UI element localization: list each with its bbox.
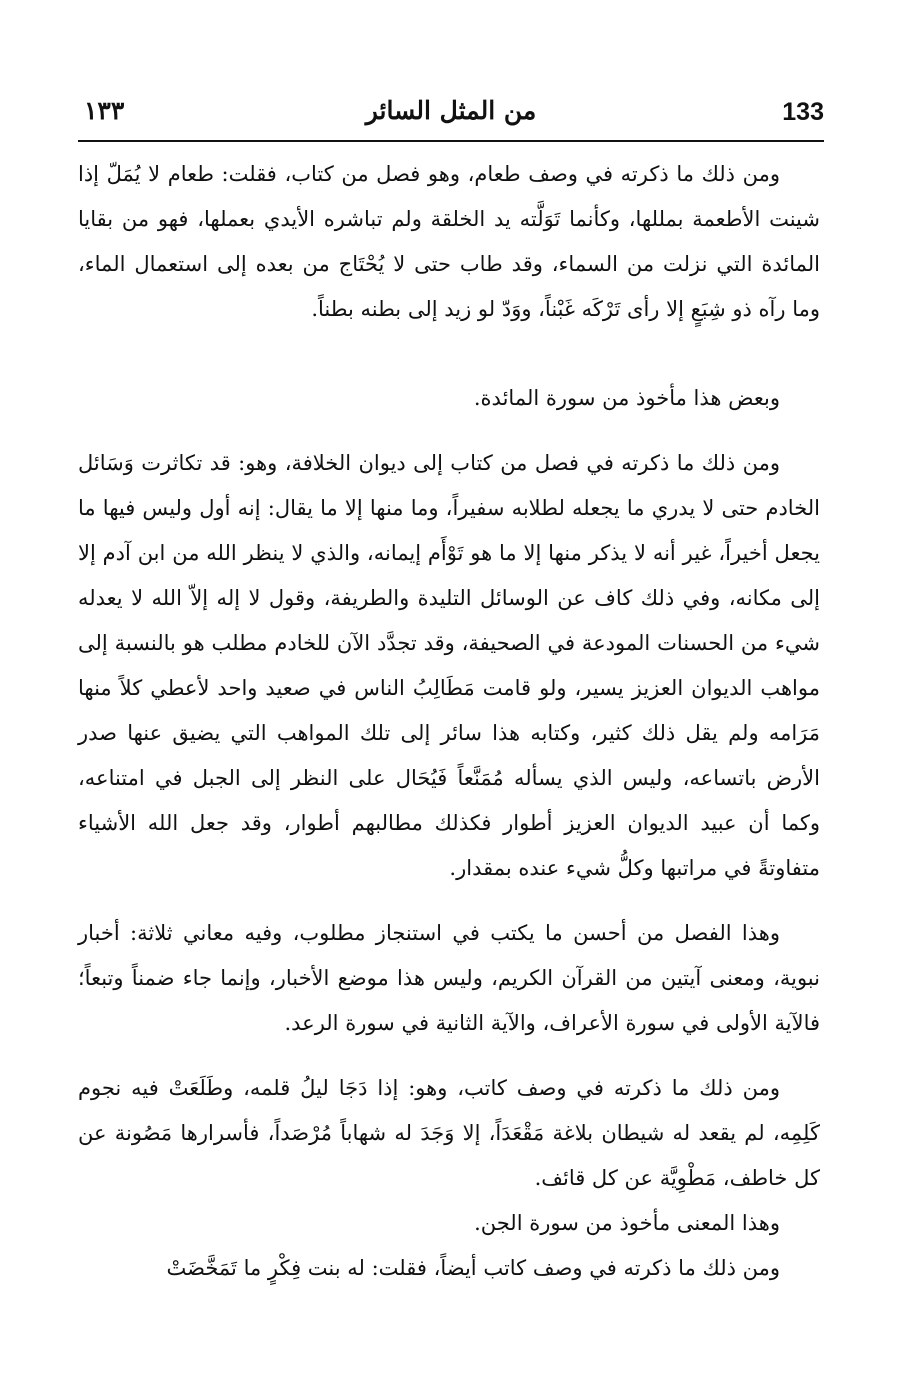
- paragraph-source-note-maidah: وبعض هذا مأخوذ من سورة المائدة.: [473, 386, 780, 410]
- paragraph-scribe-description: ومن ذلك ما ذكرته في وصف كاتب، وهو: إذا دَجَا ليلُ قلمه، وطَلَعَتْ فيه نجوم كَلِمِه، لم يقعد له شيطان بلاغة مَقْعَدَاً، إلا وَجَدَ له شهاباً مُرْصَداً، فأسرارها مَصُونة عن كل خاطف، مَطْوِيَّة عن كل قائف.: [78, 1076, 820, 1190]
- page-number-arabic: ١٣٣: [84, 96, 125, 125]
- running-title: من المثل السائر: [365, 96, 537, 125]
- paragraph-commentary: وهذا الفصل من أحسن ما يكتب في استنجاز مطلوب، وفيه معاني ثلاثة: أخبار نبوية، ومعنى آيتين من القرآن الكريم، وليس هذا موضع الأخبار، وإنما جاء ضمناً وتبعاً؛ فالآية الأولى في سورة الأعراف، والآية الثانية في سورة الرعد.: [78, 921, 820, 1035]
- page-header: [78, 96, 824, 142]
- paragraph-khilafa-letter: ومن ذلك ما ذكرته في فصل من كتاب إلى ديوان الخلافة، وهو: قد تكاثرت وَسَائل الخادم حتى لا يدري ما يجعله لطلابه سفيراً، وما منها إلا ما يقال: إنه أول وليس فيها ما يجعل أخيراً، غير أنه لا يذكر منها إلا ما هو تَوْأَم إيمانه، والذي لا ينظر الله من ابن آدم إلا إلى مكانه، وفي ذلك كاف عن الوسائل التليدة والطريفة، وقول لا إله إلاّ الله لا يعدله شيء من الحسنات المودعة في الصحيفة، وقد تجدَّد الآن للخادم مطلب هو بالنسبة إلى مواهب الديوان العزيز يسير، ولو قامت مَطَالِبُ الناس في صعيد واحد لأعطي كلاً منها مَرَامه ولم يقل ذلك كثير، وكتابه هذا سائر إلى تلك المواهب التي يضيق عنها صدر الأرض باتساعه، وليس الذي يسأله مُمَنَّعاً فَيُحَال على النظر إلى الجبل في امتناعه، وكما أن عبيد الديوان العزيز أطوار فكذلك مطالبهم أطوار، وقد جعل الله الأشياء متفاوتةً في مراتبها وكلُّ شيء عنده بمقدار.: [78, 451, 820, 880]
- page-body: [78, 152, 820, 1291]
- paragraph-food-description: ومن ذلك ما ذكرته في وصف طعام، وهو فصل من كتاب، فقلت: طعام لا يُمَلّ إذا شينت الأطعمة بمللها، وكأنما تَوَلَّته يد الخلقة ولم تباشره الأيدي بعملها، فهو من بقايا المائدة التي نزلت من السماء، وقد طاب حتى لا يُحْتَاج من بعده إلى استعمال الماء، وما رآه ذو شِبَعٍ إلا رأى تَرْكَه غَبْناً، ووَدّ لو زيد إلى بطنه بطناً.: [78, 162, 820, 321]
- page-number-latin: 133: [782, 98, 824, 126]
- paragraph-source-note-jinn: وهذا المعنى مأخوذ من سورة الجن.: [474, 1211, 780, 1235]
- paragraph-scribe-continued: ومن ذلك ما ذكرته في وصف كاتب أيضاً، فقلت: له بنت فِكْرٍ ما تَمَخَّضَتْ: [166, 1256, 780, 1280]
